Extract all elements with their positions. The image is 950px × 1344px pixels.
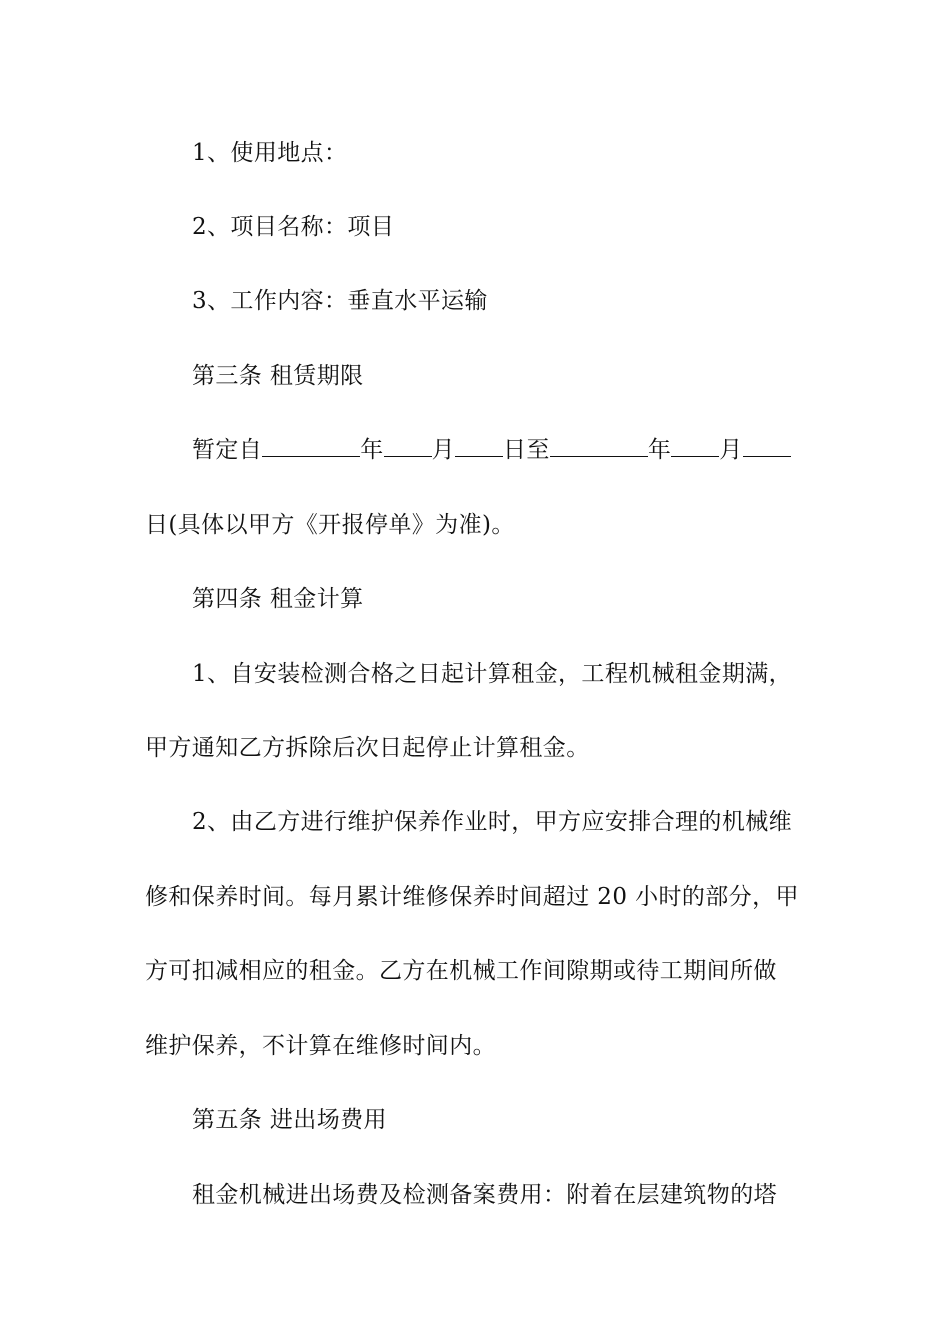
lease-term-line [192, 434, 862, 466]
usage-location-line: 1、使用地点： [192, 140, 348, 166]
rent-clause-2-line-4: 维护保养，不计算在维修时间内。 [145, 1033, 496, 1059]
year-blank-1 [262, 434, 360, 457]
article-4-heading: 第四条 租金计算 [192, 586, 364, 612]
article-3-heading: 第三条 租赁期限 [192, 363, 364, 389]
rent-clause-2-line-1: 2、由乙方进行维护保养作业时，甲方应安排合理的机械维 [192, 809, 793, 835]
entry-exit-fee-line: 租金机械进出场费及检测备案费用：附着在层建筑物的塔 [192, 1182, 777, 1208]
term-day-to: 日至 [503, 437, 550, 463]
term-month-1: 月 [431, 437, 456, 463]
term-month-2: 月 [719, 437, 743, 463]
rent-clause-1-line-1: 1、自安装检测合格之日起计算租金，工程机械租金期满， [192, 661, 793, 687]
term-year-2: 年 [647, 437, 672, 463]
lease-term-continuation: 日(具体以甲方《开报停单》为准)。 [145, 512, 515, 538]
year-blank-2 [550, 434, 648, 457]
month-blank-2 [671, 434, 719, 457]
day-blank-1 [455, 434, 503, 457]
day-blank-2 [743, 434, 791, 457]
work-content-line: 3、工作内容：垂直水平运输 [192, 288, 488, 314]
term-year-1: 年 [360, 437, 384, 463]
rent-clause-1-line-2: 甲方通知乙方拆除后次日起停止计算租金。 [145, 735, 590, 761]
rent-clause-2-line-2: 修和保养时间。每月累计维修保养时间超过 20 小时的部分，甲 [145, 884, 799, 910]
project-name-line: 2、项目名称：项目 [192, 214, 395, 240]
article-5-heading: 第五条 进出场费用 [192, 1107, 387, 1133]
month-blank-1 [384, 434, 432, 457]
rent-clause-2-line-3: 方可扣减相应的租金。乙方在机械工作间隙期或待工期间所做 [145, 958, 777, 984]
term-prefix: 暂定自 [192, 437, 263, 463]
